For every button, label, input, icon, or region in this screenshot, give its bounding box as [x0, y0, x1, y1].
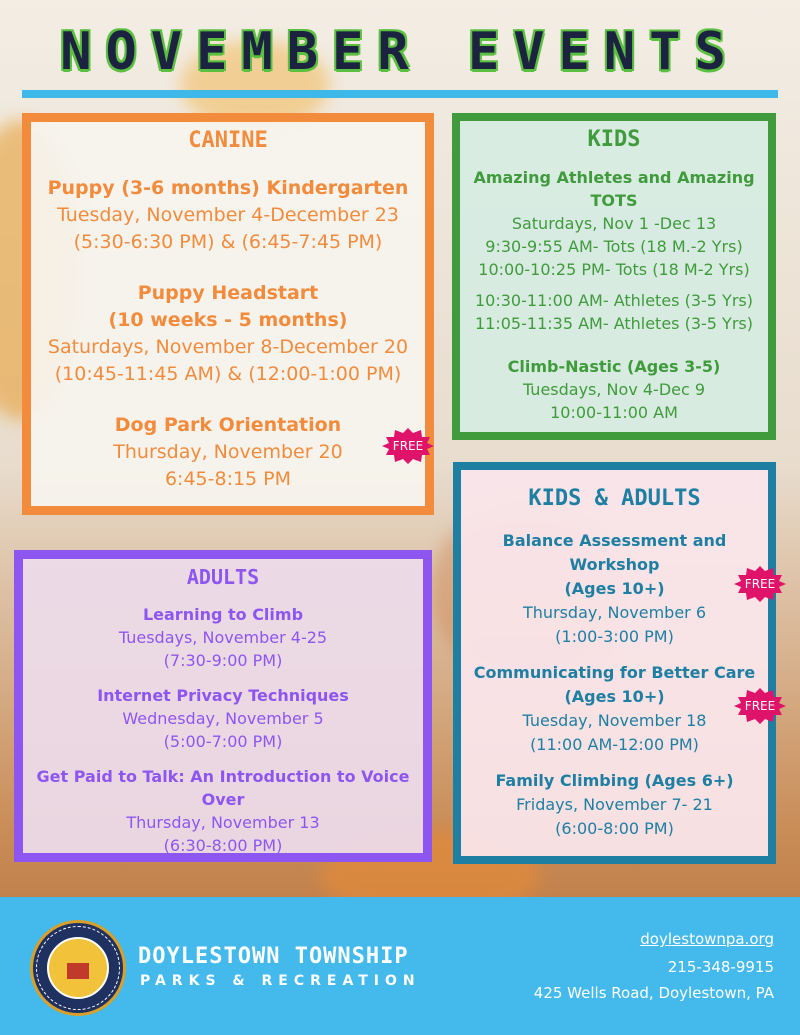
org-subtitle: PARKS & RECREATION: [140, 973, 421, 989]
event-title: Climb-Nastic (Ages 3-5): [507, 357, 721, 376]
page-title: NOVEMBER EVENTS: [60, 22, 740, 82]
event-time: (6:30-8:00 PM): [163, 836, 283, 855]
phone-number: 215-348-9915: [667, 958, 774, 976]
event-title: Balance Assessment and Workshop: [502, 531, 727, 574]
website-link[interactable]: doylestownpa.org: [640, 930, 774, 948]
event-title: Get Paid to Talk: An Introduction to Voice Over: [36, 767, 410, 809]
event-family-climbing: [465, 769, 764, 841]
event-time: (10:45-11:45 AM) & (12:00-1:00 PM): [54, 363, 402, 385]
org-name: DOYLESTOWN TOWNSHIP: [138, 944, 409, 969]
free-badge: [382, 428, 434, 464]
event-date: Tuesday, November 18: [522, 711, 707, 730]
event-balance-assessment: [465, 529, 764, 649]
event-date: Saturdays, November 8-December 20: [47, 336, 409, 358]
event-puppy-kindergarten: [35, 175, 421, 256]
free-badge-label: FREE: [392, 439, 424, 453]
event-amazing-athletes: [464, 166, 764, 335]
event-date: Thursday, November 6: [522, 603, 707, 622]
free-badge: [734, 688, 786, 724]
event-climb-nastic: [464, 355, 764, 424]
event-date: Tuesdays, Nov 4-Dec 9: [522, 380, 706, 399]
event-date: Tuesday, November 4-December 23: [57, 204, 399, 226]
event-title: Communicating for Better Care: [473, 663, 756, 682]
kids-panel: [452, 113, 776, 440]
event-internet-privacy: [27, 684, 419, 753]
adults-panel: [14, 550, 432, 862]
event-time: (1:00-3:00 PM): [555, 627, 674, 646]
event-time: 11:05-11:35 AM- Athletes (3-5 Yrs): [475, 314, 753, 333]
kids-heading: KIDS: [587, 127, 641, 152]
event-date: Thursday, November 13: [126, 813, 320, 832]
event-time: 10:00-11:00 AM: [550, 403, 678, 422]
event-dog-park-orientation: [35, 412, 424, 493]
event-subtitle: (10 weeks - 5 months): [108, 309, 348, 331]
kids-adults-panel: [453, 462, 776, 864]
event-time: 10:00-10:25 PM- Tots (18 M-2 Yrs): [478, 260, 750, 279]
event-title: Family Climbing (Ages 6+): [495, 771, 734, 790]
title-underline: [22, 90, 778, 98]
canine-heading: CANINE: [188, 128, 268, 153]
township-seal-logo: [30, 920, 126, 1016]
event-date: Wednesday, November 5: [122, 709, 324, 728]
free-badge-label: FREE: [744, 577, 776, 591]
event-title: Internet Privacy Techniques: [97, 686, 349, 705]
event-time: (7:30-9:00 PM): [163, 651, 283, 670]
event-time: (5:00-7:00 PM): [163, 732, 283, 751]
event-title: Puppy (3-6 months) Kindergarten: [47, 177, 409, 199]
event-puppy-headstart: [35, 280, 421, 388]
event-title: Amazing Athletes and Amazing TOTS: [473, 168, 755, 210]
event-time: 10:30-11:00 AM- Athletes (3-5 Yrs): [475, 291, 753, 310]
event-date: Saturdays, Nov 1 -Dec 13: [511, 214, 717, 233]
adults-heading: ADULTS: [186, 565, 260, 589]
event-subtitle: (Ages 10+): [564, 579, 665, 598]
event-title: Puppy Headstart: [137, 282, 319, 304]
address: 425 Wells Road, Doylestown, PA: [533, 984, 774, 1002]
event-time: (5:30-6:30 PM) & (6:45-7:45 PM): [73, 231, 383, 253]
event-subtitle: (Ages 10+): [564, 687, 665, 706]
event-time: 9:30-9:55 AM- Tots (18 M.-2 Yrs): [485, 237, 743, 256]
seal-house-icon: [67, 963, 89, 979]
event-date: Fridays, November 7- 21: [516, 795, 713, 814]
event-learning-to-climb: [27, 603, 419, 672]
event-communicating-care: [465, 661, 764, 757]
free-badge: [734, 566, 786, 602]
event-title: Dog Park Orientation: [114, 414, 342, 436]
event-time: (6:00-8:00 PM): [555, 819, 674, 838]
event-date: Thursday, November 20: [113, 441, 343, 463]
free-badge-label: FREE: [744, 699, 776, 713]
event-time: (11:00 AM-12:00 PM): [530, 735, 699, 754]
kids-adults-heading: KIDS & ADULTS: [528, 486, 701, 511]
event-voice-over: [27, 765, 419, 857]
event-time: 6:45-8:15 PM: [164, 468, 292, 490]
event-title: Learning to Climb: [142, 605, 304, 624]
event-date: Tuesdays, November 4-25: [118, 628, 328, 647]
canine-panel: [22, 113, 434, 515]
